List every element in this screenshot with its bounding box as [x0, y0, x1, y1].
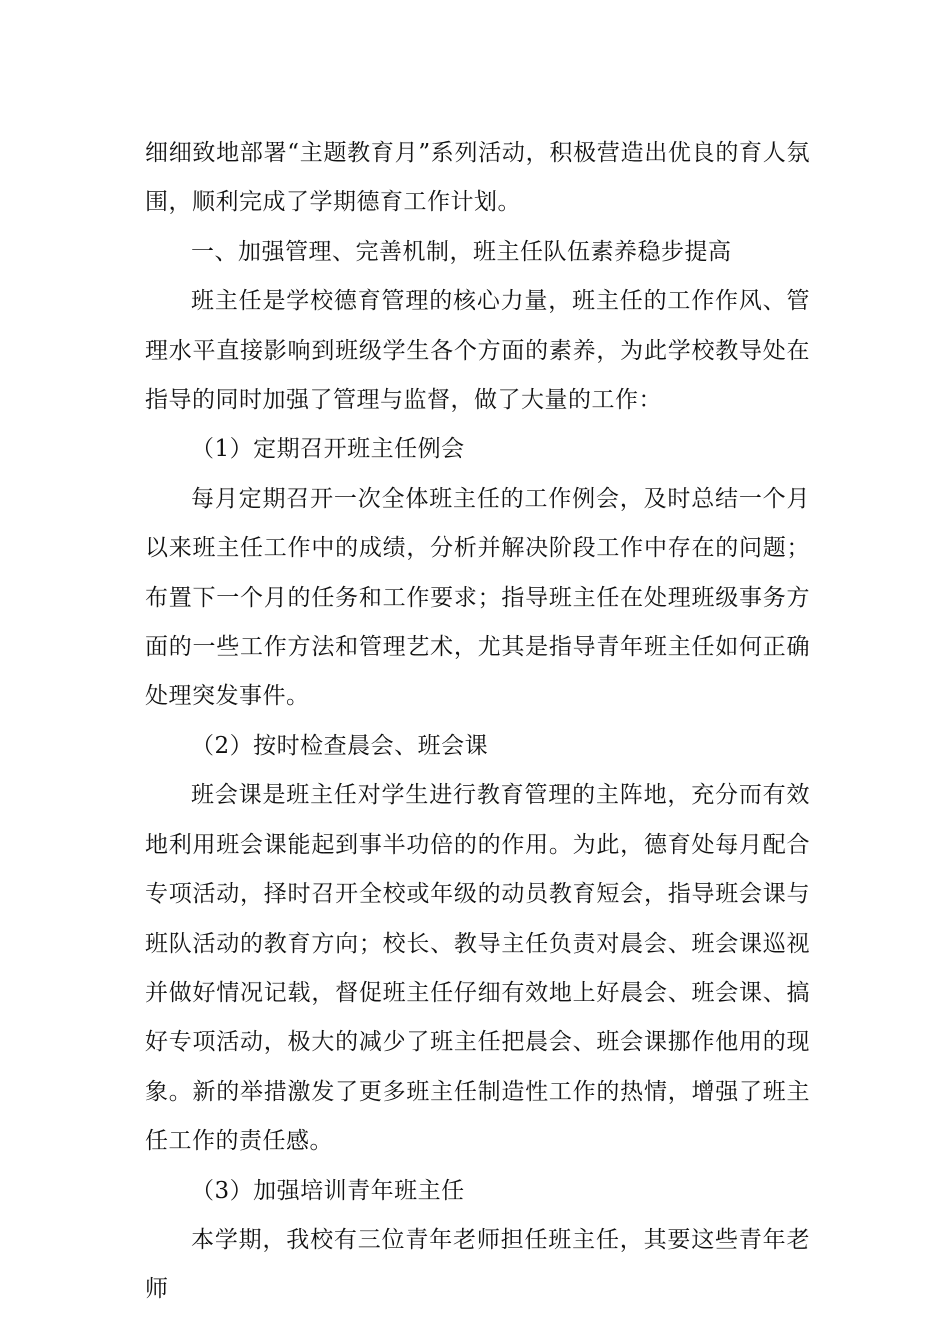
document-body [145, 129, 810, 1315]
paragraph-section-1: 班主任是学校德育管理的核心力量，班主任的工作作风、管理水平直接影响到班级学生各个方面的素养，为此学校教导处在指导的同时加强了管理与监督，做了大量的工作： [145, 288, 810, 414]
subheading-3: （3）加强培训青年班主任 [191, 1177, 465, 1204]
paragraph-subsection-2: 班会课是班主任对学生进行教育管理的主阵地，充分而有效地利用班会课能起到事半功倍的的作用。为此，德育处每月配合专项活动，择时召开全校或年级的动员教育短会，指导班会课与班队活动的教育方向；校长、教导主任负责对晨会、班会课巡视并做好情况记载，督促班主任仔细有效地上好晨会、班会课、搞好专项活动，极大的减少了班主任把晨会、班会课挪作他用的现象。新的举措激发了更多班主任制造性工作的热情，增强了班主任工作的责任感。 [145, 782, 810, 1155]
subheading-2: （2）按时检查晨会、班会课 [191, 732, 489, 759]
paragraph-subsection-1: 每月定期召开一次全体班主任的工作例会，及时总结一个月以来班主任工作中的成绩，分析并解决阶段工作中存在的问题；布置下一个月的任务和工作要求；指导班主任在处理班级事务方面的一些工作方法和管理艺术，尤其是指导青年班主任如何正确处理突发事件。 [145, 485, 810, 710]
section-heading-1: 一、加强管理、完善机制，班主任队伍素养稳步提高 [191, 238, 732, 265]
paragraph-intro: 细细致地部署“主题教育月”系列活动，积极营造出优良的育人氛围，顺利完成了学期德育工作计划。 [145, 140, 810, 216]
paragraph-subsection-3: 本学期，我校有三位青年老师担任班主任，其要这些青年老师 [145, 1226, 810, 1303]
subheading-1: （1）定期召开班主任例会 [191, 436, 465, 463]
